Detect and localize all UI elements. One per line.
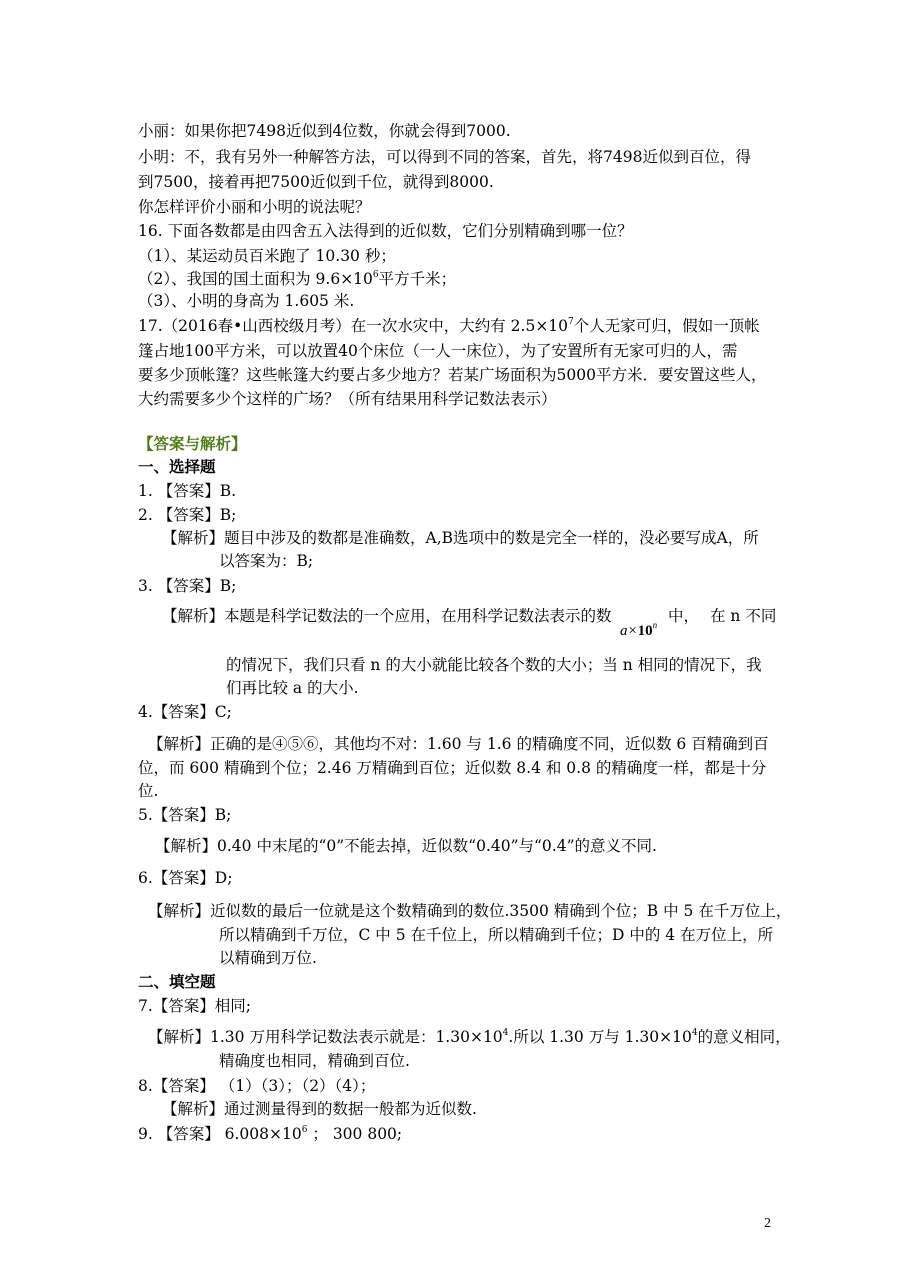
explanation-8-line-1: 【解析】通过测量得到的数据一般都为近似数. xyxy=(162,1100,477,1118)
answer-7: 7.【答案】相同; xyxy=(138,997,252,1015)
answers-title: 【答案与解析】 xyxy=(138,435,247,453)
explanation-4-line-1: 【解析】正确的是④⑤⑥，其他均不对：1.60 与 1.6 的精确度不同，近似数 6 百精确到百 xyxy=(148,735,769,753)
answer-1: 1. 【答案】B. xyxy=(138,482,237,500)
explanation-2-line-1: 【解析】题目中涉及的数都是准确数，A,B选项中的数是完全一样的，没必要写成A，所 xyxy=(162,529,759,547)
section-choice-title: 一、选择题 xyxy=(138,458,216,476)
explanation-5-line-1: 【解析】0.40 中末尾的“0”不能去掉，近似数“0.40”与“0.4”的意义不同. xyxy=(155,837,657,855)
answer-3: 3. 【答案】B; xyxy=(138,577,237,595)
formula-a-times-10-n xyxy=(620,620,657,642)
line-question-17-1 xyxy=(138,315,760,337)
line-xiaoming-2: 到7500，接着再把7500近似到千位，就得到8000. xyxy=(138,173,494,191)
formula-ten: 10 xyxy=(637,623,653,639)
formula-exponent-n: n xyxy=(652,620,658,630)
answer-4: 4.【答案】C; xyxy=(138,703,232,721)
line-16-2-text: （2）、我国的国土面积为 9.6×10 xyxy=(138,270,373,288)
line-17-text: 17.（2016春•山西校级月考）在一次水灾中，大约有 2.5×10 xyxy=(138,317,569,335)
explanation-3-zhong: 中， xyxy=(668,607,700,625)
page-number: 2 xyxy=(764,1216,771,1231)
explanation-6-line-1: 【解析】近似数的最后一位就是这个数精确到的数位.3500 精确到个位；B 中 5 在千万位上， xyxy=(148,902,792,920)
exponent: 4 xyxy=(691,1028,698,1038)
explanation-3-line-3: 们再比较 a 的大小. xyxy=(226,679,359,697)
answer-5: 5.【答案】B; xyxy=(138,806,232,824)
explanation-4-line-2: 位，而 600 精确到个位；2.46 万精确到百位；近似数 8.4 和 0.8 的精确度一样，都是十分 xyxy=(138,759,767,777)
explanation-6-line-2: 所以精确到千万位，C 中 5 在千位上，所以精确到千位；D 中的 4 在万位上，所 xyxy=(219,926,774,944)
explanation-3-line-2: 的情况下，我们只看 n 的大小就能比较各个数的大小；当 n 相同的情况下，我 xyxy=(226,656,762,674)
formula-a: a xyxy=(620,623,628,639)
line-question-17-2: 篷占地100平方米，可以放置40个床位（一人一床位），为了安置所有无家可归的人，需 xyxy=(138,342,738,360)
answer-2: 2. 【答案】B; xyxy=(138,506,237,524)
explanation-7-line-1 xyxy=(148,1026,791,1048)
formula-times: × xyxy=(627,623,638,639)
explanation-3-line-1: 【解析】本题是科学记数法的一个应用，在用科学记数法表示的数 xyxy=(162,607,612,625)
explanation-6-line-3: 以精确到万位. xyxy=(219,949,317,967)
line-xiaoming-1: 小明：不，我有另外一种解答方法，可以得到不同的答案，首先，将7498近似到百位，得 xyxy=(138,148,751,166)
line-16-2-unit: 平方千米； xyxy=(378,270,457,288)
explanation-7-line-2: 精确度也相同，精确到百位. xyxy=(219,1052,410,1070)
explanation-4-line-3: 位. xyxy=(138,782,159,800)
answer-9 xyxy=(138,1123,402,1145)
section-fill-title: 二、填空题 xyxy=(138,973,216,991)
line-question-17-3: 要多少顶帐篷？这些帐篷大约要占多少地方？若某广场面积为5000平方米．要安置这些人， xyxy=(138,366,767,384)
exponent: 6 xyxy=(372,270,379,280)
exponent: 4 xyxy=(502,1028,509,1038)
answer-6: 6.【答案】D; xyxy=(138,869,233,887)
explanation-7-text-a: 【解析】1.30 万用科学记数法表示就是：1.30×10 xyxy=(148,1028,503,1046)
line-xiaoli: 小丽：如果你把7498近似到4位数，你就会得到7000. xyxy=(138,122,511,140)
exponent: 6 xyxy=(301,1125,308,1135)
line-question-15: 你怎样评价小丽和小明的说法呢？ xyxy=(138,198,371,216)
line-17-text-rest: 个人无家可归，假如一顶帐 xyxy=(573,317,760,335)
exponent: 7 xyxy=(568,317,574,327)
line-16-1: （1）、某运动员百米跑了 10.30 秒； xyxy=(138,247,396,265)
answer-9-text: 9. 【答案】 6.008×10 xyxy=(138,1125,302,1143)
line-16-3: （3）、小明的身高为 1.605 米. xyxy=(138,292,355,310)
line-16-2 xyxy=(138,268,456,290)
answer-8: 8.【答案】 （1）（3）；（2）（4）； xyxy=(138,1077,376,1095)
answer-9-text-rest: ； 300 800; xyxy=(307,1125,403,1143)
line-question-16: 16. 下面各数都是由四舍五入法得到的近似数，它们分别精确到哪一位？ xyxy=(138,222,633,240)
explanation-2-line-2: 以答案为：B; xyxy=(219,552,314,570)
explanation-7-text-c: 的意义相同， xyxy=(697,1028,791,1046)
explanation-3-line-1-end: 在 n 不同 xyxy=(710,607,777,625)
line-question-17-4: 大约需要多少个这样的广场？（所有结果用科学记数法表示） xyxy=(138,390,557,408)
explanation-7-text-b: .所以 1.30 万与 1.30×10 xyxy=(508,1028,692,1046)
